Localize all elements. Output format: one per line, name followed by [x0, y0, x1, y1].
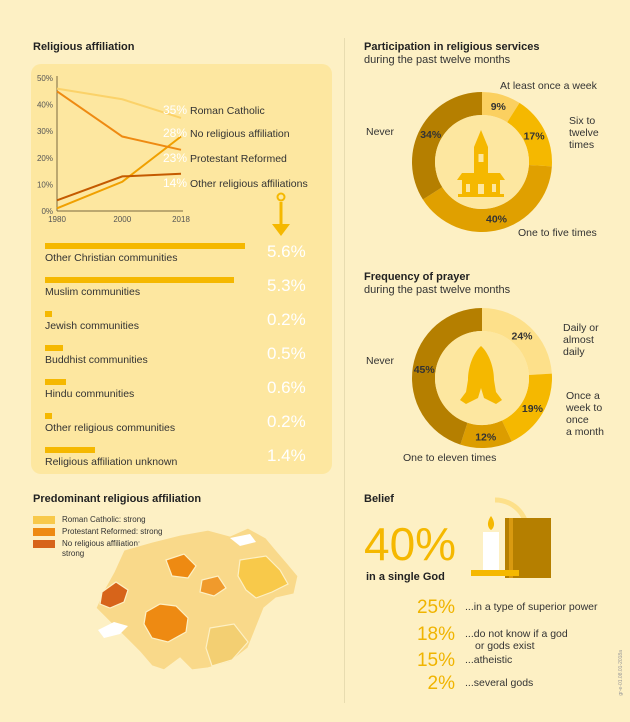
slice-value-label: 40% [485, 213, 508, 226]
y-tick-label: 10% [36, 180, 53, 190]
slice-name-label: At least once a week [500, 80, 597, 92]
slice-name-label: week to [566, 402, 603, 414]
slice-name-label: One to five times [518, 227, 597, 239]
legend-swatch [33, 516, 55, 524]
slice-value-label: 24% [511, 330, 533, 343]
series-value-label: 23% [163, 151, 188, 165]
arrow-down-icon [272, 224, 290, 236]
slice-name-label: daily [563, 346, 585, 358]
slice-name-label: once [566, 414, 589, 426]
slice-value-label: 12% [475, 431, 497, 444]
series-line [57, 91, 181, 150]
legend-label: Protestant Reformed: strong [62, 527, 163, 536]
series-name-label: Roman Catholic [190, 105, 265, 117]
bar [45, 243, 245, 249]
belief-main-label: in a single God [366, 571, 445, 583]
series-value-label: 14% [163, 176, 188, 190]
map-region-catholic [96, 528, 298, 670]
bar-value-label: 0.5% [267, 344, 306, 363]
prayer-subtitle: during the past twelve months [364, 284, 511, 296]
bar-value-label: 5.3% [267, 276, 306, 295]
bar-value-label: 0.2% [267, 310, 306, 329]
belief-value: 25% [416, 597, 455, 618]
bar-value-label: 0.6% [267, 378, 306, 397]
belief-label: ...several gods [465, 677, 534, 689]
arrow-dot-icon [278, 194, 285, 201]
belief-label: ...atheistic [465, 654, 513, 666]
line-chart [0, 0, 345, 480]
slice-value-label: 17% [523, 130, 545, 143]
bar [45, 447, 95, 453]
belief-title: Belief [364, 493, 394, 505]
map-title: Predominant religious affiliation [33, 493, 202, 505]
bar-value-label: 1.4% [267, 446, 306, 465]
candle-holder [471, 570, 519, 576]
belief-label: ...in a type of superior power [465, 601, 598, 613]
slice-name-label: almost [563, 334, 594, 346]
series-value-label: 28% [163, 126, 188, 140]
participation-donut [340, 70, 630, 250]
y-tick-label: 50% [36, 74, 53, 83]
bar-category-label: Buddhist communities [45, 354, 148, 366]
slice-name-label: Never [366, 355, 395, 367]
y-tick-label: 0% [41, 207, 53, 216]
slice-name-label: Six to [569, 115, 596, 127]
belief-label: ...do not know if a god or gods exist [465, 628, 568, 652]
slice-name-label: One to eleven times [403, 452, 497, 464]
legend-label: Roman Catholic: strong [62, 515, 146, 524]
series-name-label: No religious affiliation [190, 128, 290, 140]
bar-category-label: Muslim communities [45, 286, 141, 298]
bar-category-label: Religious affiliation unknown [45, 456, 178, 468]
belief-value: 18% [416, 624, 455, 645]
series-name-label: Protestant Reformed [190, 153, 287, 165]
legend-swatch [33, 540, 55, 548]
bar-category-label: Hindu communities [45, 388, 135, 400]
y-tick-label: 30% [36, 127, 53, 137]
slice-name-label: Once a [566, 390, 600, 402]
slice-value-label: 34% [420, 128, 442, 141]
candle-icon [483, 532, 499, 570]
belief-value: 15% [416, 650, 455, 671]
legend-label: No religious affiliation: strong [62, 539, 141, 558]
slice-name-label: Never [366, 126, 395, 138]
prayer-title: Frequency of prayer [364, 271, 470, 283]
y-tick-label: 20% [36, 153, 53, 163]
x-tick-label: 2018 [172, 215, 190, 224]
x-tick-label: 2000 [113, 215, 132, 224]
x-tick-label: 1980 [48, 215, 66, 224]
bar [45, 311, 52, 317]
switzerland-map [80, 520, 330, 700]
legend-swatch [33, 528, 55, 536]
flame-icon [488, 516, 494, 530]
series-value-label: 35% [163, 103, 188, 117]
slice-value-label: 9% [490, 100, 506, 113]
slice-name-label: Daily or [563, 322, 599, 334]
belief-main-value: 40% [364, 518, 457, 570]
belief-value: 2% [427, 673, 455, 694]
bar [45, 413, 52, 419]
bar-value-label: 5.6% [267, 242, 306, 261]
affiliation-title: Religious affiliation [33, 41, 135, 53]
bar-category-label: Other Christian communities [45, 252, 178, 264]
candle-book-icon [455, 490, 565, 590]
slice-value-label: 19% [521, 402, 543, 415]
participation-title: Participation in religious services [364, 41, 540, 53]
series-name-label: Other religious affiliations [190, 178, 308, 190]
bar-category-label: Jewish communities [45, 320, 139, 332]
bar-category-label: Other religious communities [45, 422, 176, 434]
bar [45, 379, 66, 385]
slice-value-label: 45% [413, 363, 435, 376]
slice-name-label: times [569, 139, 595, 151]
bar [45, 345, 63, 351]
slice-name-label: twelve [569, 127, 599, 139]
y-tick-label: 40% [36, 100, 53, 110]
bar [45, 277, 234, 283]
series-line [57, 137, 181, 209]
slice-name-label: a month [566, 426, 604, 438]
footnote: gr-e-01.08.01-2018a [618, 650, 624, 696]
participation-subtitle: during the past twelve months [364, 54, 511, 66]
bar-value-label: 0.2% [267, 412, 306, 431]
